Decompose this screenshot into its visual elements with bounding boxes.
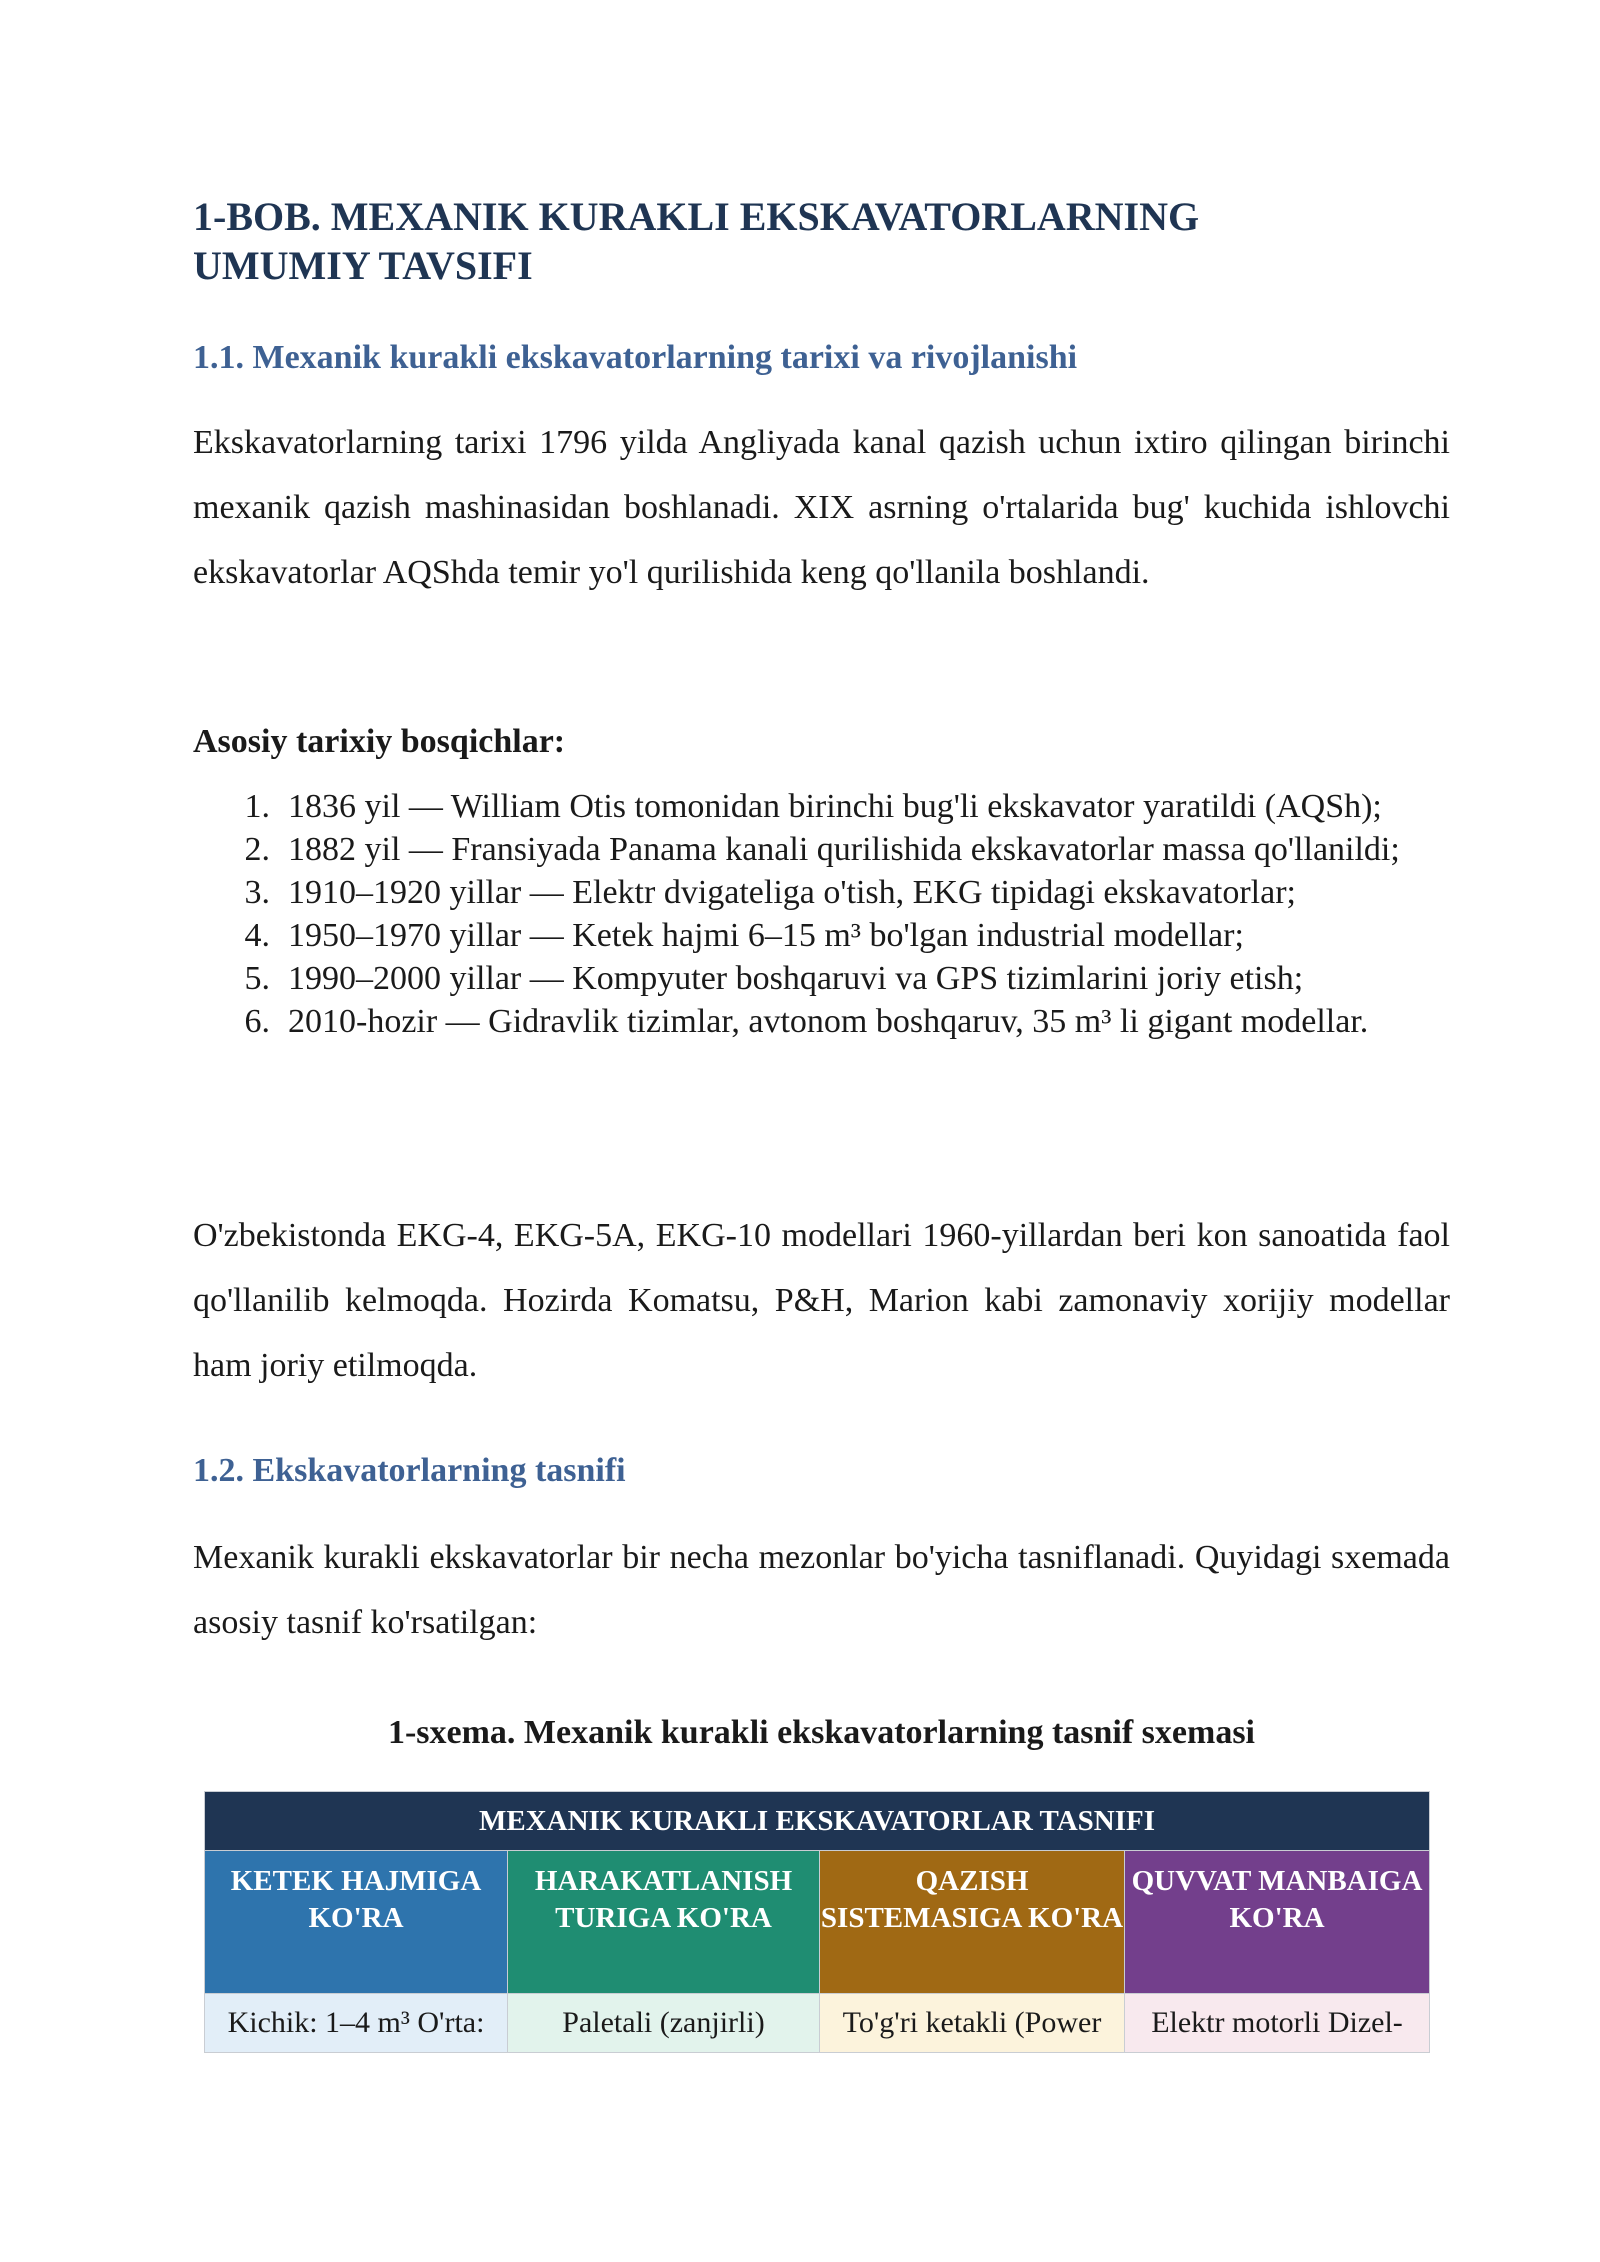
stages-heading: Asosiy tarixiy bosqichlar:: [193, 723, 566, 760]
category-digging-system: QAZISH SISTEMASIGA KO'RA: [820, 1851, 1125, 1994]
category-movement-type: HARAKATLANISH TURIGA KO'RA: [508, 1851, 820, 1994]
value-bucket-volume: Kichik: 1–4 m³ O'rta:: [205, 1994, 508, 2053]
scheme-value-row: [205, 1994, 1430, 2053]
history-intro-paragraph: Ekskavatorlarning tarixi 1796 yilda Angliyada kanal qazish uchun ixtiro qilingan birinchi mexanik qazish mashinasidan boshlanadi. XIX asrning o'rtalarida bug' kuchida ishlovchi ekskavatorlar AQShda temir yo'l qurilishida keng qo'llanila boshlandi.: [193, 424, 1450, 591]
list-item: 3. 1910–1920 yillar — Elektr dvigateliga o'tish, EKG tipidagi ekskavatorlar;: [244, 874, 1296, 911]
scheme-header-row: [205, 1792, 1430, 1851]
scheme-header: MEXANIK KURAKLI EKSKAVATORLAR TASNIFI: [205, 1792, 1430, 1851]
value-power-source: Elektr motorli Dizel-: [1125, 1994, 1430, 2053]
classification-intro-paragraph: Mexanik kurakli ekskavatorlar bir necha mezonlar bo'yicha tasniflanadi. Quyidagi sxemada asosiy tasnif ko'rsatilgan:: [193, 1539, 1450, 1641]
list-item: 4. 1950–1970 yillar — Ketek hajmi 6–15 m³ bo'lgan industrial modellar;: [244, 917, 1244, 954]
scheme-caption: 1-sxema. Mexanik kurakli ekskavatorlarning tasnif sxemasi: [387, 1714, 1256, 1751]
chapter-title-line2: UMUMIY TAVSIFI: [193, 243, 533, 288]
list-item: 1. 1836 yil — William Otis tomonidan birinchi bug'li ekskavator yaratildi (AQSh);: [244, 788, 1382, 825]
value-digging-system: To'g'ri ketakli (Power: [820, 1994, 1125, 2053]
scheme-category-row: [205, 1851, 1430, 1994]
category-bucket-volume: KETEK HAJMIGA KO'RA: [205, 1851, 508, 1994]
value-movement-type: Paletali (zanjirli): [508, 1994, 820, 2053]
uzbekistan-paragraph: O'zbekistonda EKG-4, EKG-5A, EKG-10 modellari 1960-yillardan beri kon sanoatida faol qo'llanilib kelmoqda. Hozirda Komatsu, P&H, Marion kabi zamonaviy xorijiy modellar ham joriy etilmoqda.: [193, 1217, 1450, 1384]
chapter-title-line1: 1-BOB. MEXANIK KURAKLI EKSKAVATORLARNING: [193, 194, 1200, 239]
list-item: 2. 1882 yil — Fransiyada Panama kanali qurilishida ekskavatorlar massa qo'llanildi;: [244, 831, 1400, 868]
list-item: 6. 2010-hozir — Gidravlik tizimlar, avtonom boshqaruv, 35 m³ li gigant modellar.: [244, 1003, 1369, 1040]
chapter-title: [193, 192, 1443, 290]
section-title-classification: 1.2. Ekskavatorlarning tasnifi: [193, 1452, 626, 1489]
classification-scheme-table: [204, 1791, 1430, 2053]
category-power-source: QUVVAT MANBAIGA KO'RA: [1125, 1851, 1430, 1994]
section-title-history: 1.1. Mexanik kurakli ekskavatorlarning tarixi va rivojlanishi: [193, 339, 1078, 376]
historical-stages-list: [193, 785, 1433, 1043]
list-item: 5. 1990–2000 yillar — Kompyuter boshqaruvi va GPS tizimlarini joriy etish;: [244, 960, 1304, 997]
